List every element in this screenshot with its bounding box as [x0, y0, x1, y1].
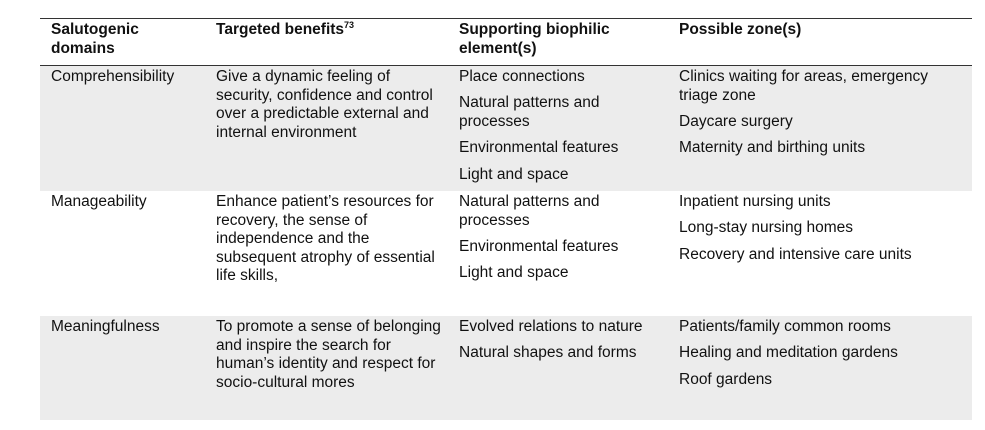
zone-item: Recovery and intensive care units	[679, 245, 912, 263]
elements-cell	[459, 193, 669, 291]
zone-item: Patients/family common rooms	[679, 318, 891, 335]
benefit-cell: Enhance patient’s resources for recovery, the sense of independence and the subsequent atrophy of essential life skills,	[216, 193, 435, 285]
element-item: Light and space	[459, 165, 569, 183]
element-item: Place connections	[459, 68, 585, 85]
element-item: Environmental features	[459, 139, 619, 157]
domain-cell: Comprehensibility	[51, 68, 175, 85]
element-item: Evolved relations to nature	[459, 318, 643, 335]
zone-item: Daycare surgery	[679, 112, 793, 130]
table-top-rule	[40, 18, 972, 19]
benefit-cell: Give a dynamic feeling of security, confidence and control over a predictable external and internal environment	[216, 68, 433, 141]
table-row	[40, 66, 972, 191]
element-item: Natural shapes and forms	[459, 344, 637, 362]
zone-item: Long-stay nursing homes	[679, 219, 854, 237]
zone-item: Inpatient nursing units	[679, 193, 831, 210]
domain-cell: Meaningfulness	[51, 318, 160, 335]
header-possible-zones: Possible zone(s)	[679, 21, 802, 38]
zone-item: Roof gardens	[679, 370, 773, 388]
zone-item: Healing and meditation gardens	[679, 344, 898, 362]
zones-cell	[679, 193, 964, 272]
zones-cell	[679, 318, 964, 397]
element-item: Natural patterns and processes	[459, 193, 600, 229]
footnote-reference: 73	[344, 20, 355, 30]
elements-cell	[459, 68, 669, 192]
zones-cell	[679, 68, 964, 166]
table-row	[40, 316, 972, 420]
domain-cell: Manageability	[51, 193, 147, 210]
benefit-cell: To promote a sense of belonging and inspire the search for human’s identity and respect for socio-cultural mores	[216, 318, 441, 391]
zone-item: Clinics waiting for areas, emergency triage zone	[679, 68, 928, 104]
header-targeted-benefits	[216, 21, 441, 40]
elements-cell	[459, 318, 669, 371]
header-biophilic-elements: Supporting biophilic element(s)	[459, 21, 610, 57]
element-item: Natural patterns and processes	[459, 94, 600, 130]
header-salutogenic-domains: Salutogenic domains	[51, 21, 139, 57]
table-header	[40, 21, 972, 65]
zone-item: Maternity and birthing units	[679, 139, 866, 157]
header-targeted-benefits-label: Targeted benefits	[216, 21, 345, 38]
element-item: Environmental features	[459, 237, 619, 255]
element-item: Light and space	[459, 264, 569, 282]
table-row	[40, 191, 972, 316]
